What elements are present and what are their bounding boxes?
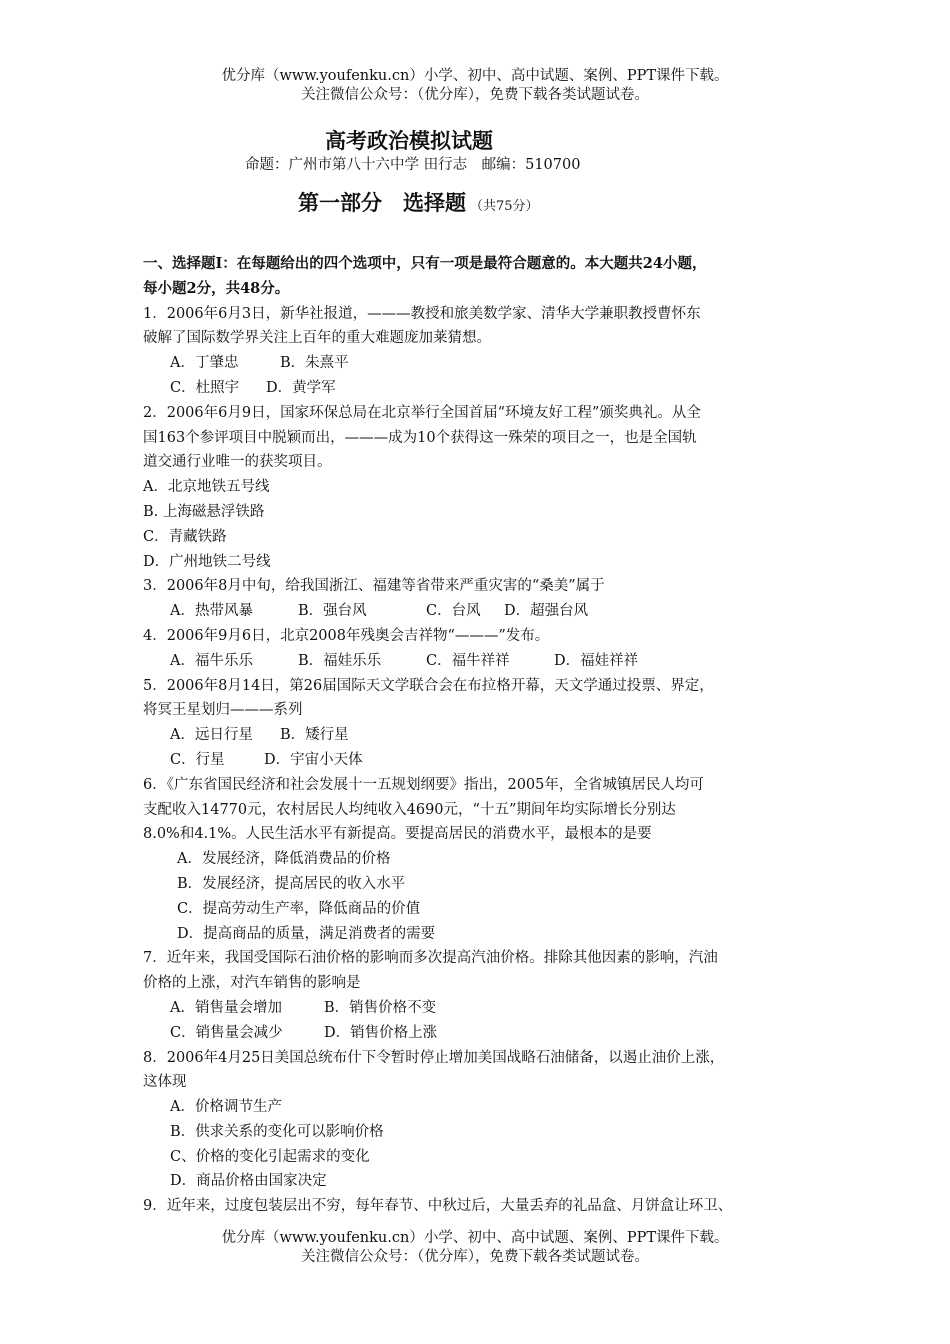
question-8-stem: 这体现 xyxy=(143,1074,187,1091)
question-3-options xyxy=(143,599,813,624)
option: B．供求关系的变化可以影响价格 xyxy=(170,1123,384,1140)
header-line-2: 关注微信公众号：（优分库），免费下载各类试题试卷。 xyxy=(301,87,649,103)
instruction-line: 一、选择题I：在每题给出的四个选项中，只有一项是最符合题意的。本大题共24小题， xyxy=(143,255,707,272)
option: C．杜照宇 xyxy=(170,379,240,396)
option: A．福牛乐乐 xyxy=(170,652,253,669)
option: B．福娃乐乐 xyxy=(298,652,382,669)
question-1-stem: 1．2006年6月3日，新华社报道，———教授和旅美数学家、清华大学兼职教授曹怀东 xyxy=(143,305,701,322)
page-footer xyxy=(0,1229,950,1267)
option: A．销售量会增加 xyxy=(170,999,282,1016)
question-2-stem: 道交通行业唯一的获奖项目。 xyxy=(143,454,332,471)
option: A．远日行星 xyxy=(170,727,253,744)
part-heading xyxy=(298,187,539,217)
option: C．销售量会减少 xyxy=(170,1024,283,1041)
option: A．发展经济，降低消费品的价格 xyxy=(177,851,391,868)
option: B．强台风 xyxy=(298,603,367,620)
page-header xyxy=(0,67,950,105)
question-body xyxy=(143,252,813,1219)
question-5-stem: 5．2006年8月14日，第26届国际天文学联合会在布拉格开幕，天文学通过投票、界定， xyxy=(143,677,714,694)
question-5-options xyxy=(143,723,813,748)
question-7-stem: 价格的上涨，对汽车销售的影响是 xyxy=(143,975,361,992)
question-4-stem: 4．2006年9月6日，北京2008年残奥会吉祥物“———”发布。 xyxy=(143,627,550,644)
option: B. 上海磁悬浮铁路 xyxy=(143,503,265,520)
part-label: 第一部分 选择题 xyxy=(298,190,466,215)
option: B．发展经济，提高居民的收入水平 xyxy=(177,875,406,892)
option: B．销售价格不变 xyxy=(324,999,437,1016)
question-7-options xyxy=(143,996,813,1021)
option: D．福娃祥祥 xyxy=(554,652,639,669)
footer-line-2: 关注微信公众号：（优分库），免费下载各类试题试卷。 xyxy=(301,1249,649,1265)
question-1-stem: 破解了国际数学界关注上百年的重大难题庞加莱猜想。 xyxy=(143,330,491,347)
question-6-stem: 6．《广东省国民经济和社会发展十一五规划纲要》指出，2005年，全省城镇居民人均可 xyxy=(143,776,704,793)
option: D．超强台风 xyxy=(504,603,589,620)
question-6-stem: 支配收入14770元，农村居民人均纯收入4690元，“十五”期间年均实际增长分别达 xyxy=(143,801,676,818)
option: D．提高商品的质量，满足消费者的需要 xyxy=(177,925,436,942)
option: C、价格的变化引起需求的变化 xyxy=(170,1148,370,1165)
question-9-stem: 9．近年来，过度包装层出不穷，每年春节、中秋过后，大量丢弃的礼品盒、月饼盒让环卫、 xyxy=(143,1198,733,1215)
instruction-line: 每小题2分，共48分。 xyxy=(143,279,290,297)
question-2-stem: 2．2006年6月9日，国家环保总局在北京举行全国首届“环境友好工程”颁奖典礼。从全 xyxy=(143,404,701,421)
option: C．行星 xyxy=(170,751,225,768)
option: D．广州地铁二号线 xyxy=(143,553,271,570)
option: D．销售价格上涨 xyxy=(324,1024,438,1041)
option: A．热带风暴 xyxy=(170,603,253,620)
question-7-options xyxy=(143,1021,813,1046)
question-8-stem: 8．2006年4月25日美国总统布什下令暂时停止增加美国战略石油储备，以遏止油价上涨， xyxy=(143,1049,725,1066)
question-4-options xyxy=(143,649,813,674)
question-7-stem: 7．近年来，我国受国际石油价格的影响而多次提高汽油价格。排除其他因素的影响，汽油 xyxy=(143,950,718,967)
option: A．北京地铁五号线 xyxy=(143,479,270,496)
author-line: 命题：广州市第八十六中学 田行志 邮编：510700 xyxy=(245,157,581,173)
option: A．价格调节生产 xyxy=(170,1099,282,1116)
option: D．商品价格由国家决定 xyxy=(170,1173,327,1190)
option: D．宇宙小天体 xyxy=(264,751,363,768)
option: C．福牛祥祥 xyxy=(426,652,510,669)
option: B．朱熹平 xyxy=(280,355,349,372)
exam-title: 高考政治模拟试题 xyxy=(325,128,493,153)
option: A．丁肇忠 xyxy=(170,355,239,372)
part-note: （共75分） xyxy=(470,199,539,214)
option: C．台风 xyxy=(426,603,481,620)
footer-line-1: 优分库（www.youfenku.cn）小学、初中、高中试题、案例、PPT课件下载。 xyxy=(221,1230,729,1246)
question-5-options xyxy=(143,748,813,773)
option: B．矮行星 xyxy=(280,727,349,744)
question-5-stem: 将冥王星划归———系列 xyxy=(143,702,303,719)
option: D．黄学军 xyxy=(266,379,336,396)
question-1-options xyxy=(143,351,813,376)
header-line-1: 优分库（www.youfenku.cn）小学、初中、高中试题、案例、PPT课件下载。 xyxy=(221,68,729,84)
option: C．提高劳动生产率，降低商品的价值 xyxy=(177,900,421,917)
question-3-stem: 3．2006年8月中旬，给我国浙江、福建等省带来严重灾害的“桑美”属于 xyxy=(143,578,605,595)
option: C．青藏铁路 xyxy=(143,528,227,545)
question-6-stem: 8.0%和4.1%。人民生活水平有新提高。要提高居民的消费水平，最根本的是要 xyxy=(143,826,652,843)
question-1-options xyxy=(143,376,813,401)
question-2-stem: 国163个参评项目中脱颖而出，———成为10个获得这一殊荣的项目之一，也是全国轨 xyxy=(143,429,697,446)
